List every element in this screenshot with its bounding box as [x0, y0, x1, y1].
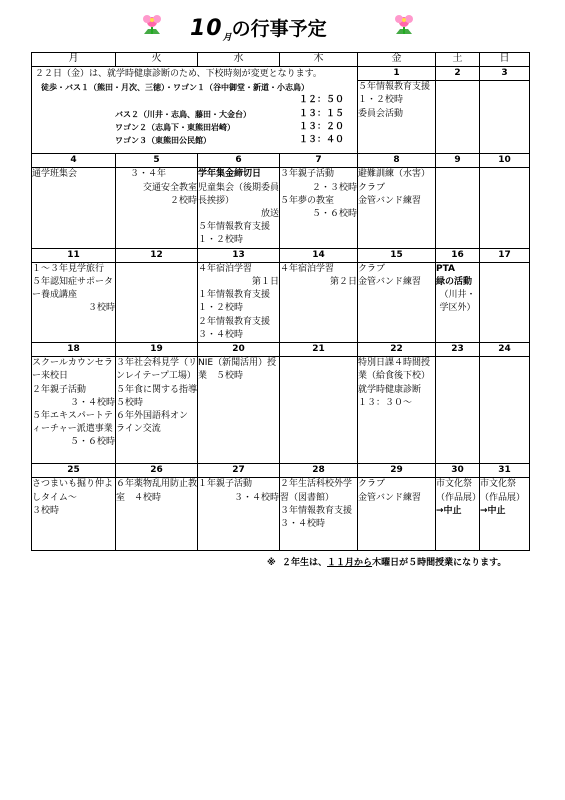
day-cell-31: 市文化祭（作品展） →中止: [480, 478, 530, 551]
day-cell-16: PTA 緑の活動 （川井・学区外）: [436, 262, 480, 342]
day-number: 28: [280, 464, 358, 478]
footnote-mark: ※: [267, 558, 276, 568]
day-number: 15: [358, 248, 436, 262]
weekday-sun: 日: [480, 53, 530, 67]
day-number: 20: [198, 343, 280, 357]
day-cell-1: ５年情報教育支援 １・２校時 委員会活動: [358, 81, 436, 154]
day-number: 11: [32, 248, 116, 262]
day-cell-23: [436, 357, 480, 464]
title-text: の行事予定: [231, 18, 327, 40]
day-number: 26: [116, 464, 198, 478]
flower-icon: [138, 12, 166, 40]
day-cell-21: [280, 357, 358, 464]
day-number: 13: [198, 248, 280, 262]
day-cell-22: 特別日課４時間授業（給食後下校） 就学時健康診断 １３：３０～: [358, 357, 436, 464]
day-number: 17: [480, 248, 530, 262]
day-number: 19: [116, 343, 198, 357]
page-header: [0, 12, 565, 44]
week1-notice: [32, 67, 358, 154]
day-cell-24: [480, 357, 530, 464]
day-cell-19: ３年社会科見学（リンレイテープ工場） ５年食に関する指導 ５校時 ６年外国語科オンライン交流: [116, 357, 198, 464]
day-number: 2: [436, 67, 480, 81]
title-month: 10: [190, 16, 223, 41]
day-cell-6: 学年集金締切日 児童集会（後期委員長挨拶） 放送 ５年情報教育支援 １・２校時: [198, 168, 280, 248]
footnote-underline-1: １１月から: [327, 558, 373, 568]
footnote: [267, 555, 506, 568]
day-cell-13: ４年宿泊学習 第１日 １年情報教育支援 １・２校時 ２年情報教育支援 ３・４校時: [198, 262, 280, 342]
weekday-thu: 木: [280, 53, 358, 67]
day-number: 10: [480, 154, 530, 168]
day-cell-27: １年親子活動 ３・４校時: [198, 478, 280, 551]
route-3: ワゴン２（志鳥下・東熊田岩崎） １３：２０: [115, 121, 344, 132]
weekday-wed: 水: [198, 53, 280, 67]
day-number: 12: [116, 248, 198, 262]
day-cell-17: [480, 262, 530, 342]
notice-line: ２２日（金）は、就学時健康診断のため、下校時刻が変更となります。: [35, 69, 322, 79]
day-number: 30: [436, 464, 480, 478]
day-number: 5: [116, 154, 198, 168]
day-number: 24: [480, 343, 530, 357]
day-cell-11: １～３年見学旅行 ５年認知症サポーター養成講座 ３校時: [32, 262, 116, 342]
day-cell-28: ２年生活科校外学習（図書館） ３年情報教育支援 ３・４校時: [280, 478, 358, 551]
footnote-text: ２年生は、: [282, 558, 328, 568]
title-month-suffix: 月: [222, 32, 232, 43]
weekday-sat: 土: [436, 53, 480, 67]
day-number: 27: [198, 464, 280, 478]
day-cell-26: ６年薬物乱用防止教室 ４校時: [116, 478, 198, 551]
day-number: 21: [280, 343, 358, 357]
weekday-header-row: [32, 53, 530, 67]
day-cell-10: [480, 168, 530, 248]
calendar-table: [31, 52, 530, 551]
day-cell-15: クラブ 金管バンド練習: [358, 262, 436, 342]
day-cell-12: [116, 262, 198, 342]
route-1: 徒歩・バス１（熊田・月次、三徳）・ワゴン１（谷中御堂・新道・小志鳥）: [41, 83, 309, 93]
day-number: 31: [480, 464, 530, 478]
day-number: 7: [280, 154, 358, 168]
route-1-time: １２：５０: [298, 95, 344, 106]
day-cell-2: [436, 81, 480, 154]
flower-icon: [390, 12, 418, 40]
route-4: ワゴン３（東熊田公民館） １３：４０: [115, 135, 344, 146]
day-number: 29: [358, 464, 436, 478]
day-cell-3: [480, 81, 530, 154]
day-number: 14: [280, 248, 358, 262]
day-number: 22: [358, 343, 436, 357]
day-number: 9: [436, 154, 480, 168]
day-cell-30: 市文化祭（作品展） →中止: [436, 478, 480, 551]
day-cell-29: クラブ 金管バンド練習: [358, 478, 436, 551]
weekday-tue: 火: [116, 53, 198, 67]
day-cell-8: 避難訓練（水害） クラブ 金管バンド練習: [358, 168, 436, 248]
day-cell-20: NIE（新聞活用）授業 ５校時: [198, 357, 280, 464]
footnote-text-2: 木曜日が５時間授業になります。: [372, 558, 507, 568]
day-cell-9: [436, 168, 480, 248]
weekday-fri: 金: [358, 53, 436, 67]
day-cell-18: スクールカウンセラー来校日 ２年親子活動 ３・４校時 ５年エキスパートティーチャー派遣事業 ５・６校時: [32, 357, 116, 464]
day-number: 23: [436, 343, 480, 357]
page-title: [190, 14, 327, 43]
day-number: 18: [32, 343, 116, 357]
day-cell-7: ３年親子活動 ２・３校時 ５年夢の教室 ５・６校時: [280, 168, 358, 248]
day-number: 8: [358, 154, 436, 168]
day-number: 1: [358, 67, 436, 81]
day-number: 4: [32, 154, 116, 168]
day-number: 3: [480, 67, 530, 81]
day-cell-4: 通学班集会: [32, 168, 116, 248]
weekday-mon: 月: [32, 53, 116, 67]
day-cell-14: ４年宿泊学習 第２日: [280, 262, 358, 342]
day-cell-25: さつまいも掘り仲よしタイム～ ３校時: [32, 478, 116, 551]
day-cell-5: ３・４年 交通安全教室 ２校時: [116, 168, 198, 248]
day-number: 16: [436, 248, 480, 262]
route-2: バス２（川井・志鳥、藤田・大金台） １３：１５: [115, 108, 344, 119]
day-number: 25: [32, 464, 116, 478]
day-number: 6: [198, 154, 280, 168]
